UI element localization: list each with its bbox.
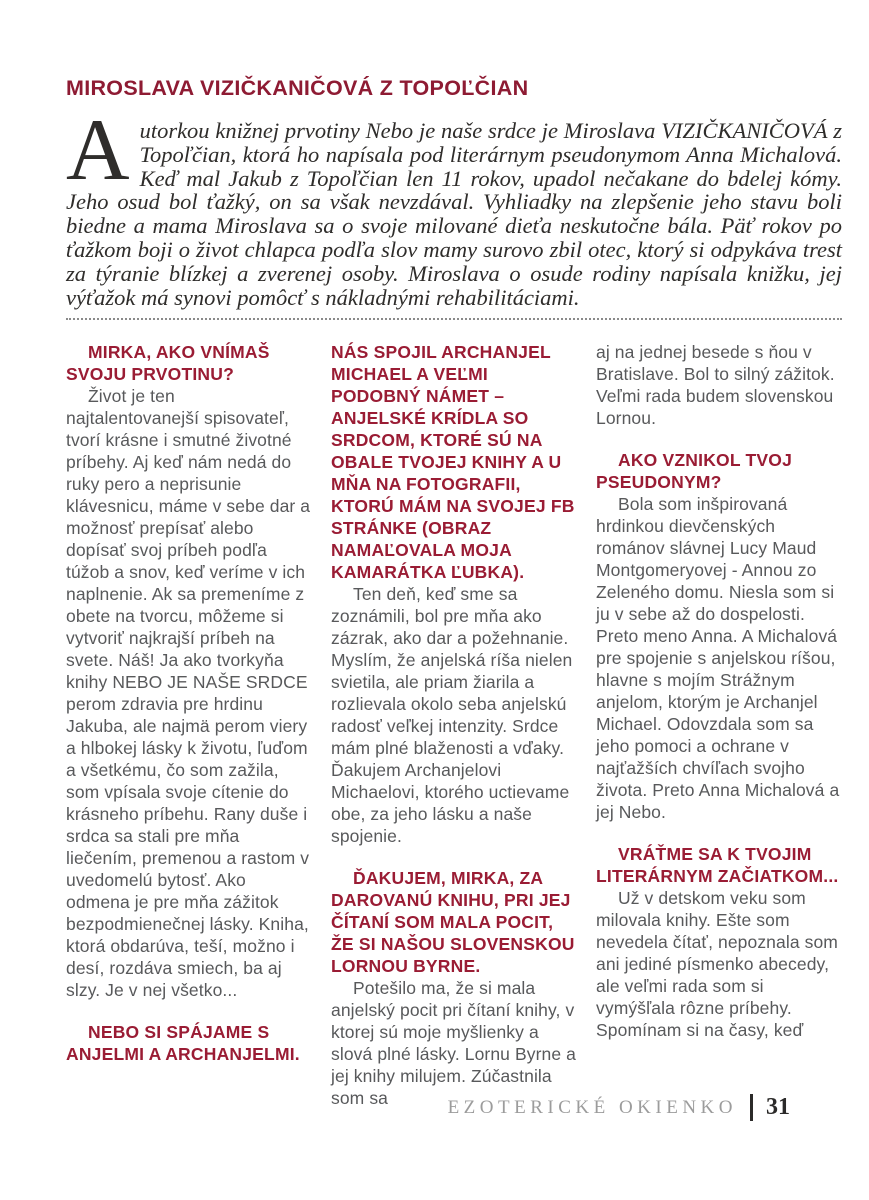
magazine-page (66, 76, 842, 1109)
answer-paragraph: Život je ten najtalentovanejší spisovateľ, tvorí krásne i smutné životné príbehy. Aj keď nám nedá do ruky pero a neprisunie klávesnicu, máme v sebe dar a možnosť prepísať alebo dopísať svoj príbeh podľa túžob a snov, keď veríme v ich naplnenie. Ak sa premeníme z obete na tvorcu, môžeme si vytvoriť najkrajší príbeh na svete. Náš! Ja ako tvorkyňa knihy NEBO JE NAŠE SRDCE perom zdravia pre hrdinu Jakuba, ale najmä perom viery a hlbokej lásky k životu, ľuďom a všetkému, čo som zažila, som vpísala svoje cítenie do krásneho príbehu. Rany duše i srdca sa stali pre mňa liečením, premenou a rastom v uvedomelú bytosť. Ako odmena je pre mňa zážitok bezpodmienečnej lásky. Kniha, ktorá obdarúva, teší, možno i desí, rozdáva smiech, ba aj slzy. Je v nej všetko... (66, 386, 311, 1001)
drop-cap: A (66, 102, 130, 199)
question-heading: VRÁŤME SA K TVOJIM LITERÁRNYM ZAČIATKOM... (596, 844, 839, 887)
column-1 (66, 341, 311, 1109)
question-heading: MIRKA, AKO VNÍMAŠ SVOJU PRVOTINU? (66, 342, 270, 385)
dotted-separator (66, 318, 842, 320)
answer-paragraph: Ten deň, keď sme sa zoznámili, bol pre mňa ako zázrak, ako dar a požehnanie. Myslím, že anjelská ríša nielen svietila, ale priam žiarila a rozlievala okolo seba anjelskú radosť veľkej intenzity. Srdce mám plné blaženosti a vďaky. Ďakujem Archanjelovi Michaelovi, ktorého uctievame obe, za jeho lásku a naše spojenie. (331, 584, 573, 847)
footer-divider (750, 1094, 753, 1121)
answer-paragraph: Bola som inšpirovaná hrdinkou dievčenských románov slávnej Lucy Maud Montgomeryovej - Annou zo Zeleného domu. Niesla som si ju v sebe až do dospelosti. Preto meno Anna. A Michalová pre spojenie s anjelskou ríšou, hlavne s mojím Strážnym anjelom, ktorým je Archanjel Michael. Odovzdala som sa jeho pomoci a ochrane v najťažších chvíľach svojho života. Preto Anna Michalová a jej Nebo. (596, 494, 840, 823)
question-heading: NEBO SI SPÁJAME S ANJELMI A ARCHANJELMI. (66, 1022, 300, 1065)
page-number: 31 (766, 1094, 790, 1120)
answer-paragraph-continued: aj na jednej besede s ňou v Bratislave. Bol to silný zážitok. Veľmi rada budem slovenskou Lornou. (596, 342, 835, 429)
column-2 (331, 341, 576, 1109)
page-title: MIROSLAVA VIZIČKANIČOVÁ Z TOPOĽČIAN (66, 76, 529, 100)
answer-paragraph: Už v detskom veku som milovala knihy. Ešte som nevedela čítať, nepoznala som ani jediné písmenko abecedy, ale veľmi rada som si vymýšľala rôzne príbehy. Spomínam si na časy, keď (596, 888, 838, 1041)
column-3 (596, 341, 841, 1109)
intro-text: utorkou knižnej prvotiny Nebo je naše srdce je Miroslava VIZIČKANIČOVÁ z Topoľčian, ktorá ho napísala pod literárnym pseudonymom Anna Michalová. Keď mal Jakub z Topoľčian len 11 rokov, upadol nečakane do bdelej kómy. Jeho osud bol ťažký, on sa však nevzdával. Vyhliadky na zlepšenie jeho stavu boli biedne a mama Miroslava sa o svoje milované dieťa neskutočne bála. Päť rokov po ťažkom boji o život chlapca podľa slov mamy surovo zbil otec, ktorý si odpykáva trest za týranie blízkej a zverenej osoby. Miroslava o osude rodiny napísala knižku, jej výťažok má synovi pomôcť s nákladnými rehabilitáciami. (66, 118, 842, 310)
page-footer (448, 1094, 790, 1121)
answer-paragraph: Potešilo ma, že si mala anjelský pocit pri čítaní knihy, v ktorej sú moje myšlienky a slová plné lásky. Lornu Byrne a jej knihy milujem. Zúčastnila som sa (331, 978, 576, 1109)
question-heading: ĎAKUJEM, MIRKA, ZA DAROVANÚ KNIHU, PRI JEJ ČÍTANÍ SOM MALA POCIT, ŽE SI NAŠOU SLOVENSKOU LORNOU BYRNE. (331, 868, 575, 977)
intro-paragraph (66, 102, 842, 310)
column-layout (66, 341, 842, 1109)
question-heading-continued: NÁS SPOJIL ARCHANJEL MICHAEL A VEĽMI PODOBNÝ NÁMET – ANJELSKÉ KRÍDLA SO SRDCOM, KTORÉ SÚ NA OBALE TVOJEJ KNIHY A U MŇA NA FOTOGRAFII, KTORÚ MÁM NA SVOJEJ FB STRÁNKE (OBRAZ NAMAĽOVALA MOJA KAMARÁTKA ĽUBKA). (331, 342, 575, 583)
section-label: EZOTERICKÉ OKIENKO (447, 1096, 737, 1118)
question-heading: AKO VZNIKOL TVOJ PSEUDONYM? (596, 450, 793, 493)
